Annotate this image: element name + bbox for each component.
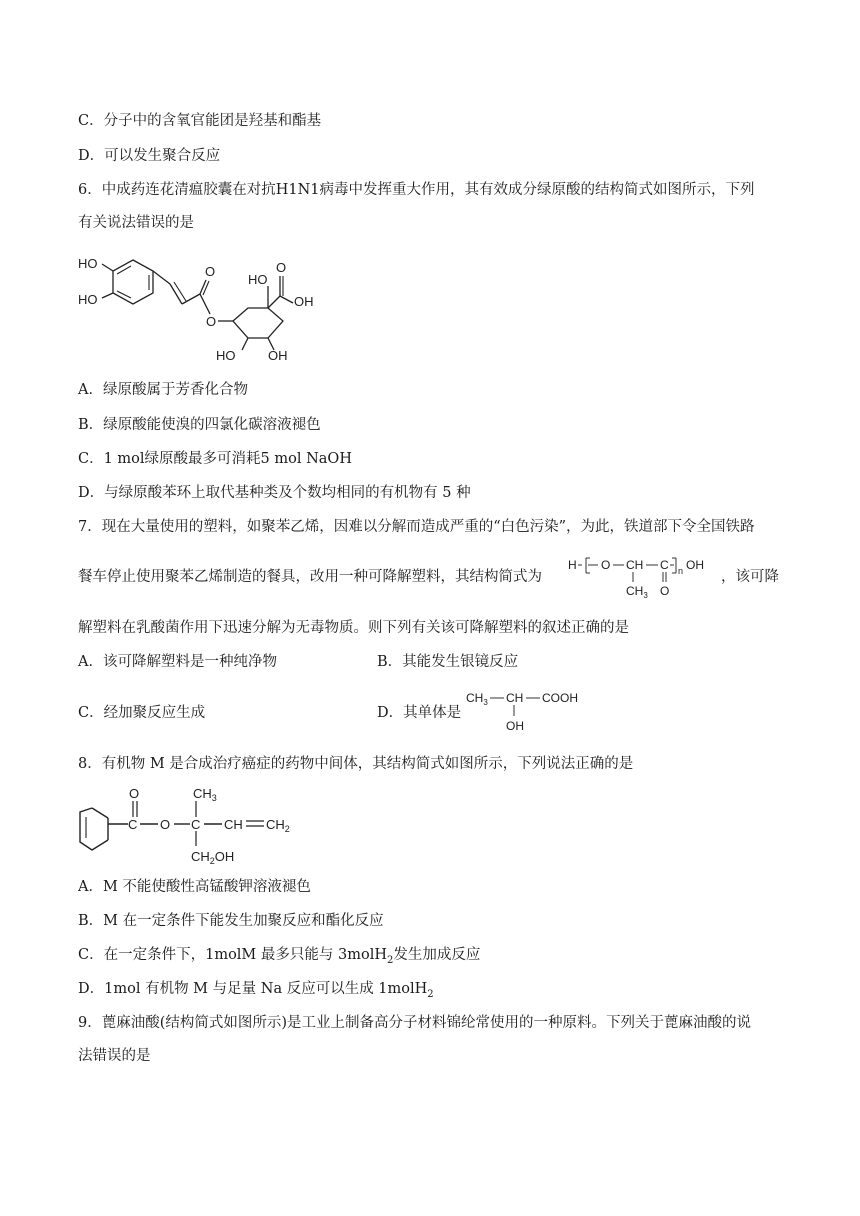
- compound-m-structure: [78, 784, 308, 864]
- q7-stem-line3: 解塑料在乳酸菌作用下迅速分解为无毒物质。则下列有关该可降解塑料的叙述正确的是: [78, 620, 629, 636]
- ho-label-2: HO: [78, 292, 98, 307]
- q9-stem-line2: 法错误的是: [78, 1048, 151, 1064]
- q6-stem-line2: 有关说法错误的是: [78, 215, 194, 231]
- ester-o: O: [206, 314, 217, 329]
- svg-text:C: C: [660, 558, 669, 572]
- svg-text:n: n: [678, 566, 684, 576]
- ho-label-4: HO: [216, 348, 236, 363]
- svg-text:COOH: COOH: [542, 691, 578, 705]
- q6-option-a: A．绿原酸属于芳香化合物: [78, 382, 248, 398]
- polylactic-acid-structure: [566, 553, 716, 601]
- q7-stem-line1: 7．现在大量使用的塑料，如聚苯乙烯，因难以分解而造成严重的“白色污染”，为此，铁道部下令全国铁路: [78, 519, 755, 535]
- q5-option-c: C．分子中的含氧官能团是羟基和酯基: [78, 113, 322, 129]
- q6-option-c: C．1 mol绿原酸最多可消耗5 mol NaOH: [78, 451, 352, 467]
- q7-option-b: B．其能发生银镜反应: [377, 654, 519, 670]
- q7-option-a: A．该可降解塑料是一种纯净物: [78, 654, 277, 670]
- q7-stem-line2a: 餐车停止使用聚苯乙烯制造的餐具，改用一种可降解塑料，其结构简式为: [78, 569, 542, 585]
- q6-option-b: B．绿原酸能使溴的四氯化碳溶液褪色: [78, 417, 321, 433]
- q8-option-c: C．在一定条件下，1molM 最多只能与 3molH$_2$发生加成反应: [78, 947, 481, 966]
- q7-option-d: D．其单体是: [377, 705, 462, 721]
- svg-text:CH: CH: [224, 817, 243, 832]
- q6-option-d: D．与绿原酸苯环上取代基种类及个数均相同的有机物有 5 种: [78, 485, 471, 501]
- svg-text:OH: OH: [506, 719, 524, 733]
- q7-stem-line2b: ，该可降: [721, 569, 779, 585]
- svg-text:C: C: [191, 817, 201, 832]
- svg-text:CH: CH: [506, 691, 524, 705]
- ho-label-1: HO: [78, 256, 98, 271]
- svg-text:O: O: [601, 558, 611, 572]
- q8-stem: 8．有机物 M 是合成治疗癌症的药物中间体，其结构简式如图所示，下列说法正确的是: [78, 756, 634, 772]
- svg-text:OH: OH: [686, 558, 704, 572]
- svg-text:CH2OH: $CH_2OH$: [191, 849, 235, 866]
- svg-text:CH2: $CH_2$: [266, 817, 290, 834]
- acid-carbonyl-o: O: [276, 260, 287, 275]
- ho-label-3: HO: [248, 272, 268, 287]
- svg-text:CH: CH: [626, 558, 644, 572]
- lactic-acid-structure: [464, 686, 594, 736]
- q5-option-d: D．可以发生聚合反应: [78, 148, 221, 164]
- svg-text:O: O: [660, 584, 670, 598]
- chlorogenic-acid-structure: [78, 248, 328, 368]
- svg-text:CH3: $CH_3$: [626, 584, 648, 600]
- oh-label-5: OH: [268, 348, 288, 363]
- q6-stem-line1: 6．中成药连花清瘟胶囊在对抗H1N1病毒中发挥重大作用，其有效成分绿原酸的结构简式如图所示，下列: [78, 182, 755, 198]
- ester-carbonyl-o: O: [205, 264, 216, 279]
- svg-text:CH3: $CH_3$: [466, 691, 488, 707]
- svg-text:H: H: [568, 558, 577, 572]
- q7-option-c: C．经加聚反应生成: [78, 705, 206, 721]
- svg-text:O: O: [129, 786, 140, 801]
- q8-option-d: D．1mol 有机物 M 与足量 Na 反应可以生成 1molH$_2$: [78, 981, 434, 1000]
- acid-oh: OH: [294, 294, 314, 309]
- svg-text:O: O: [160, 817, 171, 832]
- svg-text:CH3: $CH_3$: [193, 786, 217, 803]
- q9-stem-line1: 9．蓖麻油酸(结构简式如图所示)是工业上制备高分子材料锦纶常使用的一种原料。下列关于蓖麻油酸的说: [78, 1015, 752, 1031]
- q8-option-b: B．M 在一定条件下能发生加聚反应和酯化反应: [78, 913, 384, 929]
- svg-text:C: C: [128, 817, 138, 832]
- q8-option-a: A．M 不能使酸性高锰酸钾溶液褪色: [78, 879, 311, 895]
